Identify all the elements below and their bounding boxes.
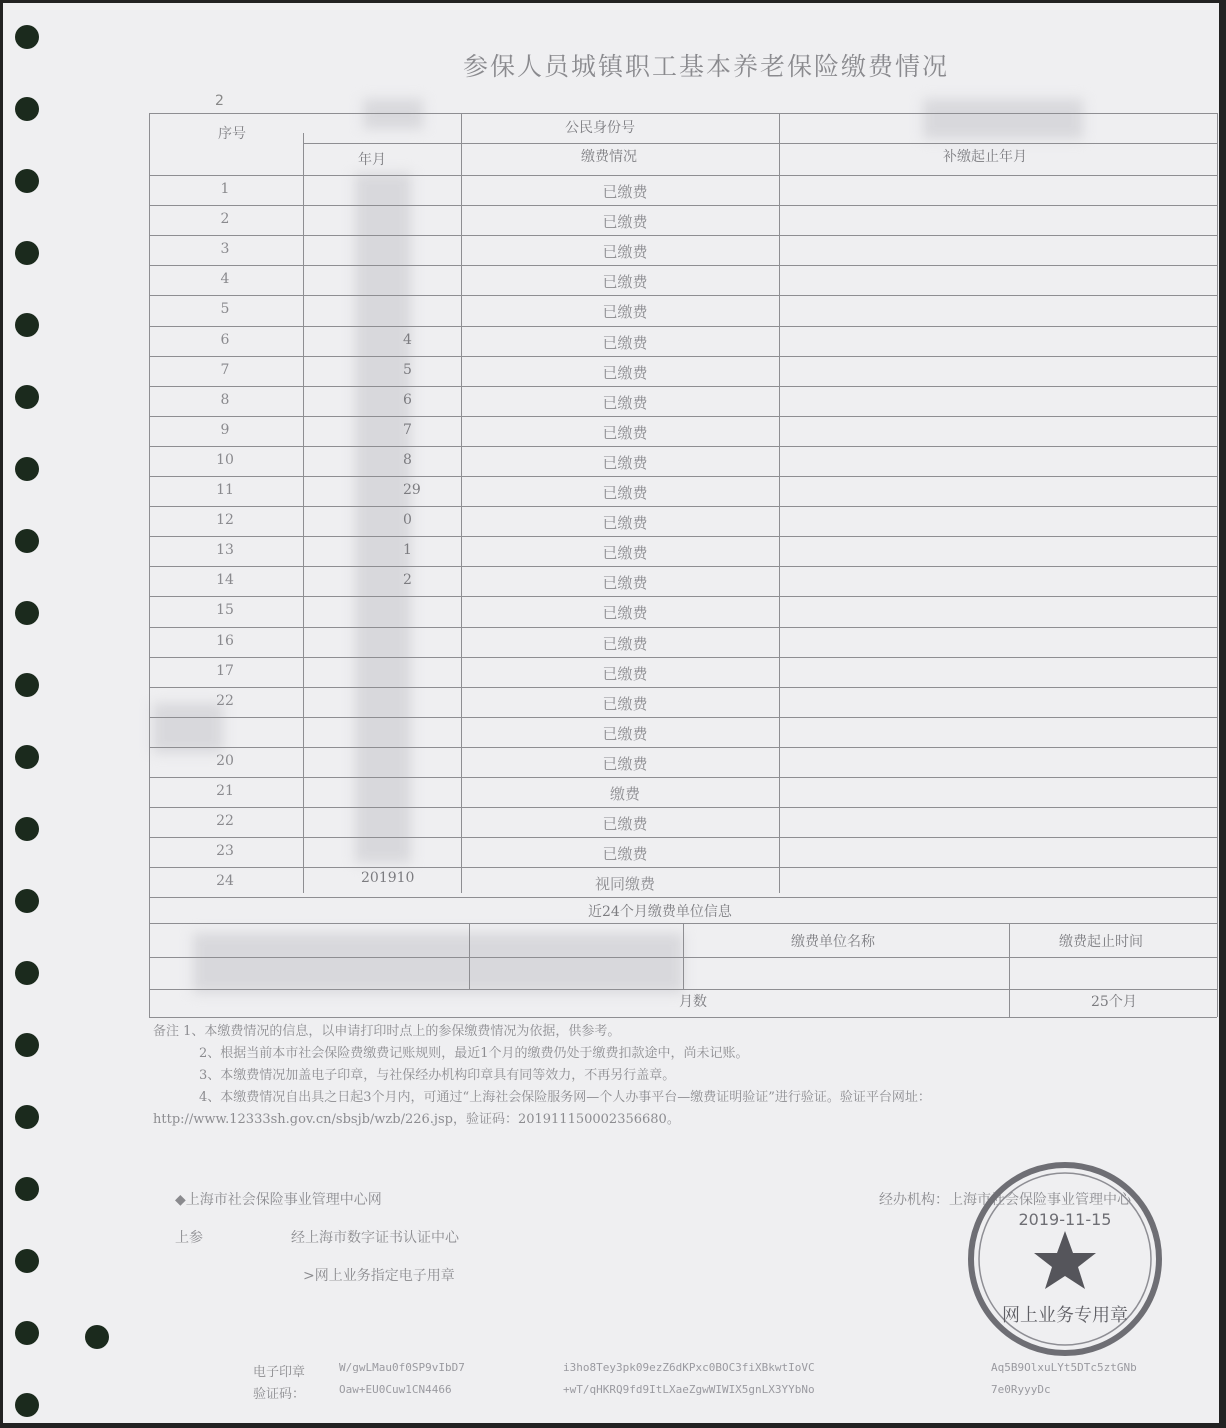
table-hline [149,566,1217,567]
table-hline [149,687,1217,688]
table-hline [149,205,1217,206]
table-hline [149,295,1217,296]
table-hline [149,356,1217,357]
row-number: 7 [220,362,230,378]
month-fragment: 7 [403,422,412,438]
website-line: ◆上海市社会保险事业管理中心网 [175,1192,382,1208]
table-hline [149,476,1217,477]
payment-status: 已缴费 [602,845,648,863]
row-number: 2 [220,211,230,227]
payment-status: 已缴费 [602,665,648,683]
payment-status: 已缴费 [602,755,648,773]
table-hline [149,837,1217,838]
binder-hole [15,745,39,769]
table-hline [149,386,1217,387]
row-number: 17 [216,663,234,679]
binder-hole [15,601,39,625]
remarks [153,1021,1213,1131]
verify-label: 验证码： [253,1387,306,1402]
payment-status: 已缴费 [602,544,648,562]
binder-holes [11,23,51,1423]
header-seq: 序号 [218,126,246,142]
remark-1: 备注 1、本缴费情况的信息，以申请打印时点上的参保缴费情况为依据，供参考。 [153,1024,621,1039]
binder-hole [15,313,39,337]
binder-hole [15,457,39,481]
table-vline [779,113,780,893]
binder-hole [15,889,39,913]
table-hline [149,416,1217,417]
unit-header-name: 缴费单位名称 [791,934,875,950]
platform-line: >网上业务指定电子用章 [303,1268,455,1284]
month-fragment: 8 [403,452,412,468]
month-fragment: 0 [403,512,412,528]
redaction-id [923,99,1083,139]
code-line: i3ho8Tey3pk09ezZ6dKPxc0BOC3fiXBkwtIoVC [563,1361,815,1374]
month-fragment: 29 [403,482,421,498]
binder-hole [15,673,39,697]
unit-hline [149,1017,1217,1018]
binder-hole [15,961,39,985]
row-number: 24 [216,873,234,889]
binder-hole [15,241,39,265]
payment-status: 已缴费 [602,394,648,412]
remark-3: 3、本缴费情况加盖电子印章，与社保经办机构印章具有同等效力，不再另行盖章。 [199,1068,676,1083]
row-number: 22 [216,693,234,709]
row-number: 15 [216,602,234,618]
table-hline [149,867,1217,868]
table-hline [149,175,1217,176]
row-number: 21 [216,783,234,799]
table-hline [149,446,1217,447]
document-title: 参保人员城镇职工基本养老保险缴费情况 [463,52,950,81]
binder-hole [15,1321,39,1345]
header-status: 缴费情况 [581,149,637,165]
months-total: 25个月 [1091,994,1137,1010]
row-number: 13 [216,542,234,558]
table-vline [461,113,462,893]
code-block-1 [339,1357,465,1401]
months-label: 月数 [679,994,707,1010]
unit-vline [683,923,684,989]
agency-label: 经办机构：上海市社会保险事业管理中心 [879,1192,1131,1208]
table-hline [149,536,1217,537]
cert-prefix: 上参 [175,1230,203,1246]
row-number: 20 [216,753,234,769]
row-number: 23 [216,843,234,859]
table-hline [149,897,1217,898]
cert-line: 经上海市数字证书认证中心 [291,1230,459,1246]
table-hline [149,807,1217,808]
payment-status: 已缴费 [602,574,648,592]
code-line: W/gwLMau0f0SP9vIbD7 [339,1361,465,1374]
row-number: 3 [220,241,230,257]
binder-hole [15,169,39,193]
row-number: 14 [216,572,234,588]
code-block-2 [563,1357,815,1401]
table-hline [149,717,1217,718]
payment-status: 视同缴费 [594,875,655,893]
table-hline [149,596,1217,597]
last-month: 201910 [361,870,415,886]
table-hline [149,747,1217,748]
redaction-unit [193,933,683,993]
binder-hole [15,1105,39,1129]
remark-2: 2、根据当前本市社会保险费缴费记账规则，最近1个月的缴费仍处于缴费扣款途中，尚未记账。 [199,1046,749,1061]
header-yearmonth: 年月 [358,152,386,168]
payment-status: 已缴费 [602,243,648,261]
code-block-3 [991,1357,1137,1401]
code-line: 7e0RyyyDc [991,1383,1051,1396]
table-vline [1217,113,1218,1017]
table-hline [303,143,1217,144]
month-fragment: 5 [403,362,412,378]
corner-mark: 2 [215,93,224,109]
code-line: Aq5B9OlxuLYt5DTc5ztGNb [991,1361,1137,1374]
binder-hole [15,1033,39,1057]
payment-status: 已缴费 [602,213,648,231]
seal-date: 2019-11-15 [1018,1210,1112,1229]
month-fragment: 6 [403,392,412,408]
month-fragment: 2 [403,572,412,588]
row-number: 12 [216,512,234,528]
redaction-header [363,99,423,129]
payment-status: 已缴费 [602,183,648,201]
table-hline [149,235,1217,236]
payment-status: 已缴费 [602,635,648,653]
table-hline [149,657,1217,658]
official-seal [965,1159,1165,1359]
header-id-label: 公民身份号 [565,120,635,136]
payment-status: 已缴费 [602,424,648,442]
binder-hole [15,1177,39,1201]
row-number: 6 [220,332,230,348]
payment-status: 已缴费 [602,273,648,291]
remark-5: http://www.12333sh.gov.cn/sbsjb/wzb/226.jsp，验证码：201911150002356680。 [153,1112,680,1127]
document-page [3,3,1219,1423]
row-number: 16 [216,633,234,649]
unit-vline [1009,923,1010,1017]
redaction-left [153,703,223,753]
seal-text: 网上业务专用章 [1002,1305,1128,1326]
row-number: 8 [220,392,230,408]
payment-status: 已缴费 [602,695,648,713]
unit-vline [469,923,470,989]
month-fragment: 1 [403,542,412,558]
header-backpay: 补缴起止年月 [943,149,1027,165]
binder-hole [15,1393,39,1417]
row-number: 11 [216,482,234,498]
payment-status: 缴费 [609,785,640,803]
esign-label: 电子印章 [253,1365,306,1380]
payment-status: 已缴费 [602,815,648,833]
table-hline [149,777,1217,778]
binder-hole [15,1249,39,1273]
binder-hole [15,25,39,49]
row-number: 5 [220,301,230,317]
unit-header-period: 缴费起止时间 [1059,934,1143,950]
payment-status: 已缴费 [602,484,648,502]
code-line: +wT/qHKRQ9fd9ItLXaeZgwWIWIX5gnLX3YYbNo [563,1383,815,1396]
row-number: 4 [220,271,230,287]
binder-hole [15,97,39,121]
code-line: Oaw+EU0Cuw1CN4466 [339,1383,452,1396]
table-hline [149,113,1217,114]
table-hline [149,506,1217,507]
table-hline [149,265,1217,266]
unit-section-title: 近24个月缴费单位信息 [588,904,732,920]
payment-status: 已缴费 [602,334,648,352]
table-vline [149,113,150,1017]
table-hline [149,627,1217,628]
row-number: 1 [220,181,230,197]
binder-hole [85,1325,109,1349]
row-number: 9 [220,422,230,438]
binder-hole [15,817,39,841]
row-number: 10 [216,452,234,468]
payment-status: 已缴费 [602,725,648,743]
table-vline [303,133,304,893]
payment-status: 已缴费 [602,303,648,321]
month-fragment: 4 [403,332,412,348]
unit-hline [149,989,1217,990]
table-hline [149,326,1217,327]
payment-status: 已缴费 [602,364,648,382]
remark-4: 4、本缴费情况自出具之日起3个月内，可通过“上海社会保险服务网—个人办事平台—缴费证明验证”进行验证。验证平台网址： [199,1090,931,1105]
payment-status: 已缴费 [602,454,648,472]
binder-hole [15,385,39,409]
row-number: 22 [216,813,234,829]
payment-status: 已缴费 [602,514,648,532]
binder-hole [15,529,39,553]
payment-status: 已缴费 [602,604,648,622]
